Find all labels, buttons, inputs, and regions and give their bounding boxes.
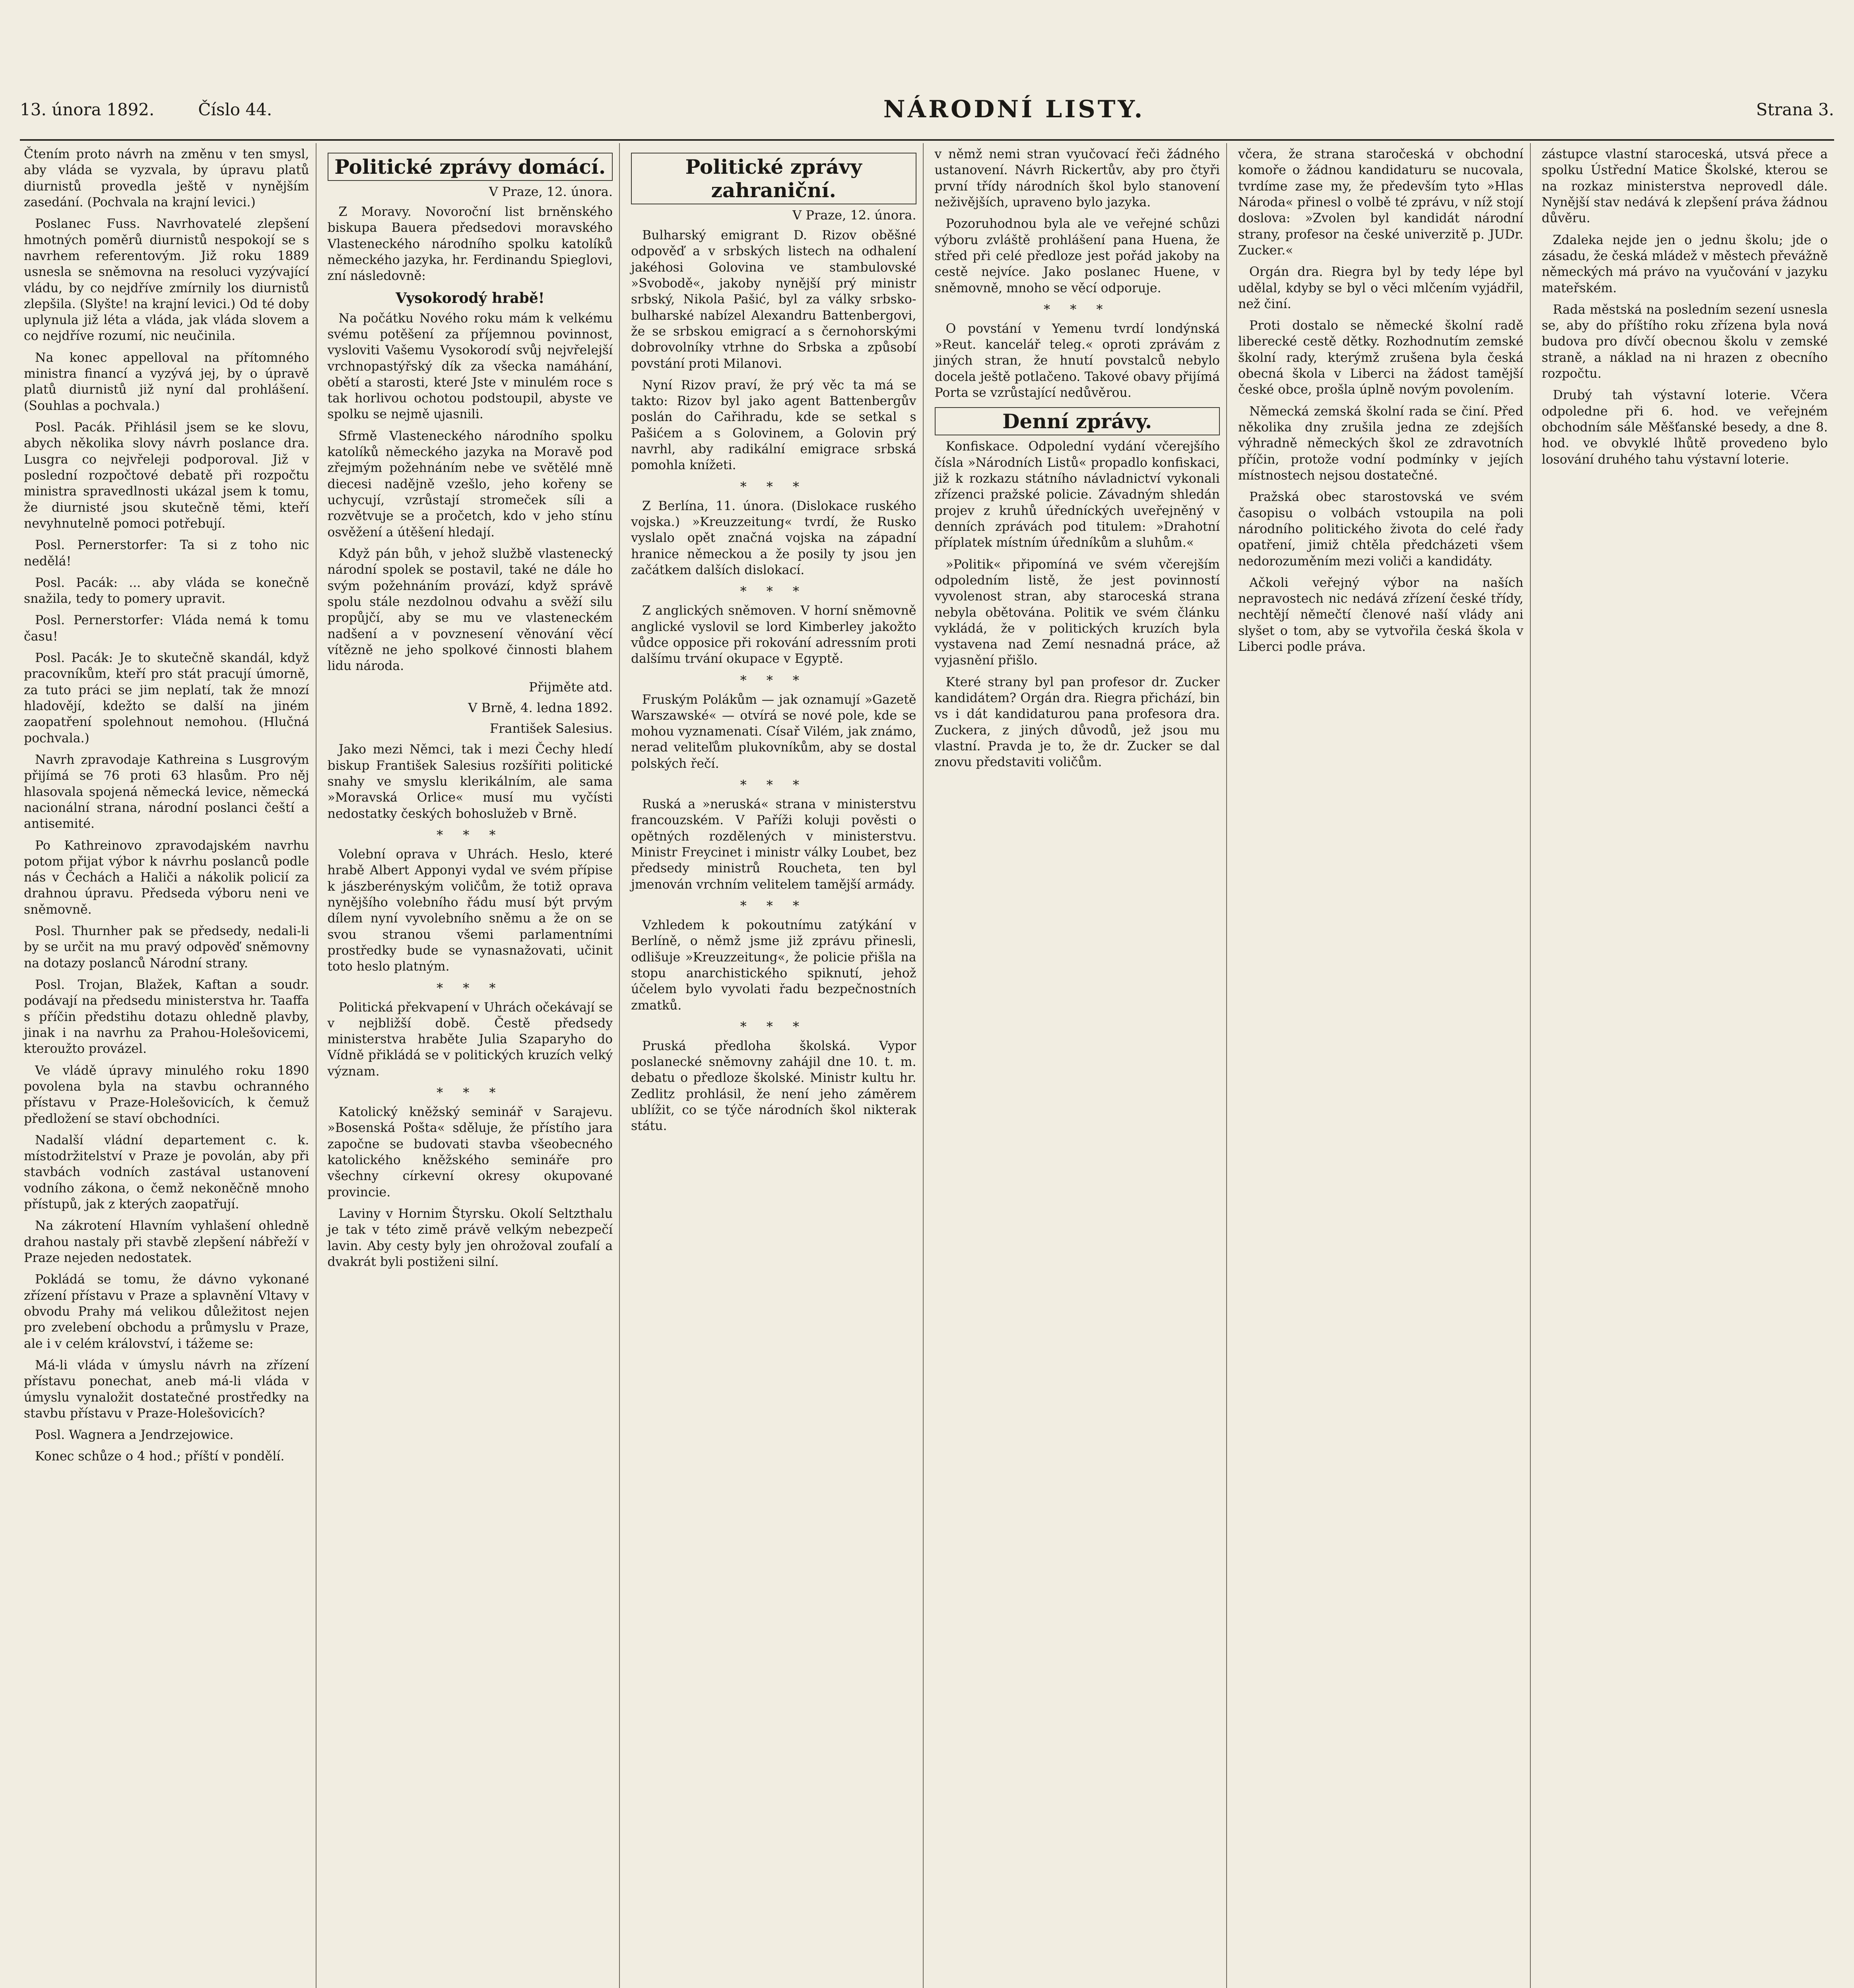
paragraph: Ruská a »neruská« strana v ministerstvu francouzském. V Paříži koluji pověsti o opětných rozdělených v ministerstvu. Ministr Freycinet i ministr války Loubet, bez předsedy ministrů Roucheta, ten byl jmenován vrchním velitelem tamější armády. bbox=[631, 797, 916, 892]
paragraph: Posl. Pernerstorfer: Vláda nemá k tomu času! bbox=[24, 613, 309, 644]
separator-stars: * * * bbox=[740, 584, 807, 599]
paragraph: Jako mezi Němci, tak i mezi Čechy hledí biskup František Salesius rozšířiti politické snahy ve smyslu klerikálním, ale sama »Moravská Orlice« musí mu vyčísti nedostatky českých bohoslužeb v Brně. bbox=[327, 742, 613, 821]
separator-stars: * * * bbox=[740, 898, 807, 913]
paragraph: Politická překvapení v Uhrách očekávají se v nejbližší době. Čestě předsedy ministerstva hraběte Julia Szaparyho do Vídně přikládá se v politických kruzích velký význam. bbox=[327, 1000, 613, 1079]
columns bbox=[20, 143, 1834, 1988]
separator-stars: * * * bbox=[1044, 301, 1111, 317]
separator-stars: * * * bbox=[740, 479, 807, 494]
paragraph: Fruským Polákům — jak oznamují »Gazetě Warszawské« — otvírá se nové pole, kde se mohou vyznamenati. Císař Vilém, jak známo, nerad veliteľům plukovníkům, aby se dostal polských řečí. bbox=[631, 692, 916, 771]
paragraph: O povstání v Yemenu tvrdí londýnská »Reut. kancelář teleg.« oproti zprávám z jiných stran, že hnutí povstalců nebylo docela ještě potlačeno. Takové obavy přijímá Porta se vzrůstající nedůvěrou. bbox=[934, 321, 1220, 400]
issue-number: Číslo 44. bbox=[198, 99, 272, 119]
letter-signature: František Salesius. bbox=[489, 721, 613, 736]
section-heading-daily: Denní zprávy. bbox=[935, 407, 1220, 435]
paragraph: Nadalší vládní departement c. k. místodržitelství v Praze je povolán, aby při stavbách vodních zastával ustanovení vodního zákona, o čemž nekoněčně mnoho přístupů, jak z kterých zaopatřují. bbox=[24, 1133, 309, 1212]
paragraph: Posl. Pacák: Je to skutečně skandál, když pracovníkům, kteří pro stát pracují úmorně, za tuto práci se jim neplatí, tak že mnozí hladovějí, kdežto se další na jiném zaopatření spolehnout nemohou. (Hlučná pochvala.) bbox=[24, 651, 309, 746]
paragraph: Laviny v Hornim Štyrsku. Okolí Seltzthalu je tak v této zimě právě velkým nebezpečí lavin. Aby cesty byly jen ohrožoval zoufalí a dvakrát byli postiženi silní. bbox=[327, 1206, 613, 1269]
paragraph: Navrh zpravodaje Kathreina s Lusgrovým přijímá se 76 proti 63 hlasům. Pro něj hlasovala spojená německá levice, německá nacionální strana, národní poslanci čeští a antisemité. bbox=[24, 752, 309, 831]
letter-greeting: Vysokorodý hrabě! bbox=[395, 289, 545, 307]
paragraph: Posl. Trojan, Blažek, Kaftan a soudr. podávají na předsedu ministerstva hr. Taaffa s příčin předstihu dotazu ohledně plavby, jinak i na navrhu za Prahou-Holešovicemi, kteroužto provázel. bbox=[24, 978, 309, 1056]
paragraph: Z Moravy. Novoroční list brněnského biskupa Bauera předsedovi moravského Vlasteneckého národního spolku katolíků německého jazyka, hr. Ferdinandu Spieglovi, zní následovně: bbox=[327, 205, 613, 283]
paragraph: Které strany byl pan profesor dr. Zucker kandidátem? Orgán dra. Riegra přichází, bin vs i dát kandidaturou pana profesora dra. Zuckera, z jiných důvodů, jež jsou mu vlastní. Pravda je to, že dr. Zucker se dal znovu představiti voličům. bbox=[934, 675, 1220, 770]
issue-date: 13. února 1892. bbox=[20, 99, 155, 119]
column-6 bbox=[1538, 143, 1835, 1988]
paragraph: Bulharský emigrant D. Rizov oběšné odpověď a v srbských listech na odhalení jakéhosi Golovina ve stambulovské »Svobodě«, jakoby nynější prý ministr srbský, Nikola Pašić, byl za války srbsko-bulharské nabízel Alexandru Battenbergovi, že se srbskou emigrací a s černohorskými dobrovolníky vtrhne do Srbska a způsobí povstání proti Milanovi. bbox=[631, 228, 916, 371]
page-number: Strana 3. bbox=[1756, 99, 1834, 119]
separator-stars: * * * bbox=[437, 827, 504, 843]
column-3 bbox=[627, 143, 924, 1988]
paragraph: Německá zemská školní rada se činí. Před několika dny zrušila jedna ze zdejších výhradně německých škol ze zdravotních příčin, protože vodní podmínky v jejích místnostech nejsou dostatečné. bbox=[1238, 404, 1524, 483]
dateline: V Praze, 12. února. bbox=[489, 184, 613, 199]
paragraph: v němž nemi stran vyučovací řeči žádného ustanovení. Návrh Rickertův, aby pro čtyři první třídy národních škol bylo stanovení neživějších, upraveno bylo jazyka. bbox=[934, 147, 1220, 210]
paragraph: Na počátku Nového roku mám k velkému svému potěšení za příjemnou povinnost, vysloviti Vašemu Vysokorodí svůj nejvřelejší vrchnopastýřský dík za všecka namáhání, obětí a starosti, které Jste v minulém roce s tak horlivou ochotou podstoupil, abyste ve spolku se nejmě ujasnili. bbox=[327, 311, 613, 422]
paragraph: zástupce vlastní staroceská, utsvá přece a spolku Ústřední Matice Školské, kterou se na rozkaz ministerstva neprovedl dále. Nynější stav nedává k zlepšení práva žádnou důvěru. bbox=[1541, 147, 1828, 226]
paragraph: Sfrmě Vlasteneckého národního spolku katolíků německého jazyka na Moravě pod zřejmým požehnáním nebe ve světělé mně diecesi nadějně vzešlo, jeho kořeny se uchycují, vzrůstají stromeček síli a rozvětvuje se a pročetch, kdo v jeho stínu osvěžení a útěšení hledají. bbox=[327, 429, 613, 540]
paragraph: Rada městská na posledním sezení usnesla se, aby do příštího roku zřízena byla nová budova pro dívčí obecnou školu v zemské straně, a náklad na ni hrazen z obecního rozpočtu. bbox=[1541, 302, 1828, 381]
paragraph: Na zákrotení Hlavním vyhlašení ohledně drahou nastaly při stavbě zlepšení nábřeží v Praze nejeden nedostatek. bbox=[24, 1219, 309, 1265]
paragraph: Z Berlína, 11. února. (Dislokace ruského vojska.) »Kreuzzeitung« tvrdí, že Rusko vyslalo opět značná vojska na západní hranice německou a že posily ty jsou jen začátkem dalších dislokací. bbox=[631, 499, 916, 577]
paragraph: Pruská předloha školská. Vypor poslanecké sněmovny zahájil dne 10. t. m. debatu o předloze školské. Ministr kultu hr. Zedlitz prohlásil, že není jeho záměrem ublížit, co se týče národních škol nikterak státu. bbox=[631, 1039, 916, 1134]
separator-stars: * * * bbox=[740, 1019, 807, 1034]
paragraph: Na konec appelloval na přítomného ministra financí a vyzývá jej, by o úpravě platů diurnistů již nyní dal prohlášení. (Souhlas a pochvala.) bbox=[24, 350, 309, 413]
paragraph: Konfiskace. Odpolední vydání včerejšího čísla »Národních Listů« propadlo konfiskaci, již k rozkazu státního návladnictví vykonali zřízenci pražské policie. Závadným shledán projev z kruhů úředníckých uveřejněný v denních zprávách pod titulem: »Drahotní příplatek místním úředníkům a sluhům.« bbox=[934, 439, 1220, 550]
paragraph: Volební oprava v Uhrách. Heslo, které hrabě Albert Apponyi vydal ve svém přípise k jászberényským voličům, že totiž oprava nynějšího volebního řádu musí být prvým dílem nyní vyvolebního sněmu a že on se svou stranou všemi parlamentními prostředky bude se vynasnažovati, učinit toto heslo platným. bbox=[327, 847, 613, 974]
paragraph: »Politik« připomíná ve svém včerejším odpoledním listě, že jest povinností vyvolenost stran, aby staroceská strana nebyla obětována. Politik ve svém článku vykládá, že v politických kruzích byla vystavena nad Zemí nesnadná práce, až vyjasnění přišlo. bbox=[934, 557, 1220, 668]
separator-stars: * * * bbox=[740, 777, 807, 793]
separator-stars: * * * bbox=[437, 980, 504, 996]
masthead-title: NÁRODNÍ LISTY. bbox=[883, 95, 1145, 123]
paragraph: Drubý tah výstavní loterie. Včera odpoledne při 6. hod. ve veřejném obchodním sále Měšťanské besedy, a dne 8. hod. ve obvyklé lhůtě provedeno bylo losování druhého tahu výstavní loterie. bbox=[1541, 388, 1828, 467]
paragraph: Posl. Wagnera a Jendrzejowice. bbox=[35, 1428, 234, 1442]
section-heading-domestic: Politické zprávy domácí. bbox=[328, 153, 613, 181]
paragraph: Zdaleka nejde jen o jednu školu; jde o zásadu, že česká mládež v městech převážně německých má právo na vyučování v jazyku mateřském. bbox=[1541, 233, 1828, 295]
paragraph: Pozoruhodnou byla ale ve veřejné schůzi výboru zvláště prohlášení pana Huena, že střed při celé předloze jest pořád jakoby na cestě nejvíce. Jako poslanec Huene, v sněmovně, mnoho se věcí odporuje. bbox=[934, 217, 1220, 295]
column-4 bbox=[931, 143, 1227, 1988]
paragraph: Vzhledem k pokoutnímu zatýkání v Berlíně, o němž jsme již zprávu přinesli, odlišuje »Kreuzzeitung«, že policie přišla na stopu anarchistického spiknutí, jehož účelem bylo vyvolati řadu bezpečnostních zmatků. bbox=[631, 918, 916, 1013]
separator-stars: * * * bbox=[437, 1085, 504, 1101]
paragraph: Po Kathreinovo zpravodajském navrhu potom přijat výbor k návrhu poslanců podle nás v Čechách a Haliči a nákolik policií za drahnou úpravu. Předseda výboru neni ve sněmovně. bbox=[24, 838, 309, 917]
paragraph: Posl. Pernerstorfer: Ta si z toho nic nedělá! bbox=[24, 538, 309, 569]
column-5 bbox=[1234, 143, 1531, 1988]
paragraph: Posl. Pacák: ... aby vláda se konečně snažila, tedy to pomery upravit. bbox=[24, 575, 309, 606]
paragraph: Nyní Rizov praví, že prý věc ta má se takto: Rizov byl jako agent Battenbergův poslán do Cařihradu, kde se setkal s Pašićem a s Golovinem, a Golovin prý navrhl, aby radikální emigrace srbská pomohla knížeti. bbox=[631, 378, 916, 473]
paragraph: Ve vládě úpravy minulého roku 1890 povolena byla na stavbu ochranného přístavu v Praze-Holešovicích, k čemuž předložení se staví obchodníci. bbox=[24, 1063, 309, 1126]
paragraph: Katolický kněžský seminář v Sarajevu. »Bosenská Pošta« sděluje, že přístího jara započne se budovati stavba všeobecného katolického kněžského semináře pro všechny církevní okresy okupované provincie. bbox=[327, 1105, 613, 1200]
paragraph: Proti dostalo se německé školní radě liberecké cestě dětky. Rozhodnutím zemské školní rady, kterýmž zrušena byla česká obecná škola v Liberci na žádost tamější české obce, prošla úplně novým povolením. bbox=[1238, 318, 1524, 397]
paragraph: Ačkoli veřejný výbor na naších nepravostech nic nedává zřízení české třídy, nechtějí němečtí členové naší vlády ani slyšet o tom, aby se vytvořila česká škola v Liberci podle práva. bbox=[1238, 575, 1524, 654]
separator-stars: * * * bbox=[740, 672, 807, 688]
dateline: V Praze, 12. února. bbox=[792, 208, 916, 223]
paragraph: Pokládá se tomu, že dávno vykonané zřízení přístavu v Praze a splavnění Vltavy v obvodu Prahy má velikou důležitost nejen pro zvelebení obchodu a průmyslu v Praze, ale i v celém království, i tážeme se: bbox=[24, 1272, 309, 1351]
header-rule bbox=[20, 139, 1834, 141]
letter-closing: Přijměte atd. bbox=[529, 679, 613, 695]
letter-place: V Brně, 4. ledna 1892. bbox=[468, 700, 613, 716]
page-header bbox=[20, 80, 1834, 139]
header-left bbox=[20, 100, 272, 119]
paragraph: Pražská obec starostovská ve svém časopisu o volbách vstoupila na poli národního politického života do celé řady opatření, jimiž chtěla předcházeti všem nedorozuměním mezi voliči a kandidáty. bbox=[1238, 490, 1524, 569]
column-1 bbox=[20, 143, 316, 1988]
paragraph: Posl. Thurnher pak se předsedy, nedali-li by se určit na mu pravý odpověď sněmovny na dotazy poslanců Národní strany. bbox=[24, 924, 309, 971]
column-2 bbox=[324, 143, 620, 1988]
paragraph: včera, že strana staročeská v obchodní komoře o žádnou kandidaturu se nucovala, tvrdíme zase my, že především tyto »Hlas Národa« přinesl o volbě té zprávu, v níž stojí doslova: »Zvolen byl kandidát národní strany, profesor na české univerzitě p. JUDr. Zucker.« bbox=[1238, 147, 1524, 258]
paragraph: Posl. Pacák. Přihlásil jsem se ke slovu, abych několika slovy návrh poslance dra. Lusgra co nejvřeleji podporoval. Již v poslední rozpočtové debatě při rozpočtu ministra spravedlnosti ukázal jsem k tomu, že diurnisté jsou skutečně těmi, kteří nevyhnutelně pomoci potřebují. bbox=[24, 420, 309, 531]
paragraph: Orgán dra. Riegra byl by tedy lépe byl udělal, kdyby se byl o věci mlčením vyjádřil, než činí. bbox=[1238, 265, 1524, 311]
paragraph: Konec schůze o 4 hod.; příští v pondělí. bbox=[35, 1449, 285, 1464]
paragraph: Z anglických sněmoven. V horní sněmovně anglické vyslovil se lord Kimberley jakožto vůdce opposice při rokování adressním proti dalšímu trvání okupace v Egyptě. bbox=[631, 604, 916, 666]
section-heading-foreign: Politické zprávy zahraniční. bbox=[631, 153, 916, 204]
paragraph: Má-li vláda v úmyslu návrh na zřízení přístavu ponechat, aneb má-li vláda v úmyslu vynaložit dostatečné prostředky na stavbu přístavu v Praze-Holešovicích? bbox=[24, 1358, 309, 1421]
paragraph: Když pán bůh, v jehož službě vlastenecký národní spolek se postavil, také ne dále ho svým požehnáním provází, když správě spolu stále nezdolnou odvahu a svěží silu propůjčí, aby se mu ve vlasteneckém nadšení a v povznesení věnování věcí vítězně ne jeho spolkové činnosti blahem lidu národa. bbox=[327, 546, 613, 674]
paragraph: Poslanec Fuss. Navrhovatelé zlepšení hmotných poměrů diurnistů nespokojí se s navrhem referentovým. Již roku 1889 usnesla se sněmovna na resoluci vyzývající vládu, by co nejdříve zmírnily los diurnistů zlepšila. (Slyšte! na krajní levici.) Od té doby uplynula již léta a vláda, jak vláda slovem a co nejdříve rozumí, nic neučinila. bbox=[24, 217, 309, 344]
paragraph: Čtením proto návrh na změnu v ten smysl, aby vláda se vyzvala, by úpravu platů diurnistů provedla ještě v nynějším zasedání. (Pochvala na krajní levici.) bbox=[24, 147, 309, 210]
